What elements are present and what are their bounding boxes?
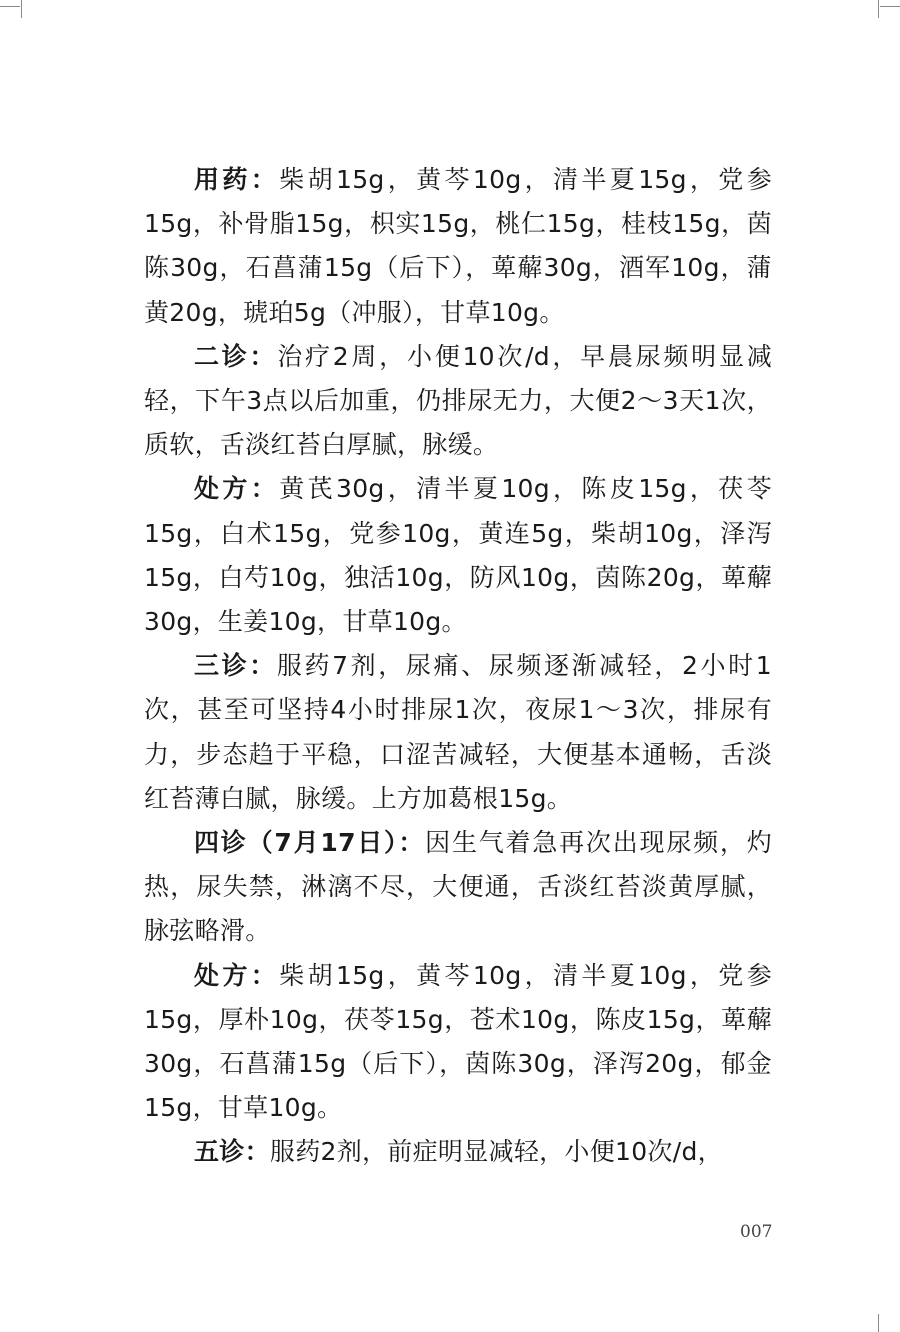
paragraph-second-visit [144,335,772,468]
paragraph-label: 处方： [194,960,280,990]
paragraph-label: 三诊： [194,651,277,681]
paragraph-text: 治疗2周，小便10次/d，早晨尿频明显减轻，下午3点以后加重，仍排尿无力，大便2～3天1次，质软，舌淡红苔白厚腻，脉缓。 [144,341,772,460]
crop-mark-top-right-horizontal [880,6,900,7]
paragraph-text: 因生气着急再次出现尿频，灼热，尿失禁，淋漓不尽，大便通，舌淡红苔淡黄厚腻，脉弦略滑。 [144,828,773,946]
paragraph-medication [144,158,772,335]
paragraph-text: 服药2剂，前症明显减轻，小便10次/d， [269,1137,723,1167]
paragraph-label: 用药： [194,165,280,194]
paragraph-text: 柴胡15g，黄芩10g，清半夏10g，党参15g，厚朴10g，茯苓15g，苍术10g，陈皮15g，萆薢30g，石菖蒲15g（后下），茵陈30g，泽泻20g，郁金15g，甘草10g。 [144,960,773,1123]
paragraph-third-visit [144,644,772,821]
paragraph-text: 柴胡15g，黄芩10g，清半夏15g，党参15g，补骨脂15g，枳实15g，桃仁15g，桂枝15g，茵陈30g，石菖蒲15g（后下），萆薢30g，酒军10g，蒲黄20g，琥珀5g（冲服），甘草10g。 [144,165,773,327]
page-number: 007 [740,1222,773,1242]
crop-mark-top-left-horizontal [0,6,20,7]
paragraph-prescription-1 [144,467,772,644]
crop-mark-top-left-vertical [21,0,22,18]
crop-mark-bottom-right-vertical [878,1314,879,1332]
paragraph-prescription-2 [144,954,772,1131]
paragraph-label: 五诊： [194,1137,270,1167]
page-body [144,158,772,1175]
crop-mark-top-right-vertical [878,0,879,18]
paragraph-text: 黄芪30g，清半夏10g，陈皮15g，茯苓15g，白术15g，党参10g，黄连5g，柴胡10g，泽泻15g，白芍10g，独活10g，防风10g，茵陈20g，萆薢30g，生姜10g，甘草10g。 [144,474,773,637]
paragraph-fifth-visit [144,1130,772,1174]
paragraph-label: 四诊（7月17日）： [194,828,426,858]
paragraph-label: 二诊： [194,341,278,371]
paragraph-fourth-visit [144,821,772,954]
paragraph-label: 处方： [194,474,280,504]
paragraph-text: 服药7剂，尿痛、尿频逐渐减轻，2小时1次，甚至可坚持4小时排尿1次，夜尿1～3次，排尿有力，步态趋于平稳，口涩苦减轻，大便基本通畅，舌淡红苔薄白腻，脉缓。上方加葛根15g。 [144,651,772,813]
